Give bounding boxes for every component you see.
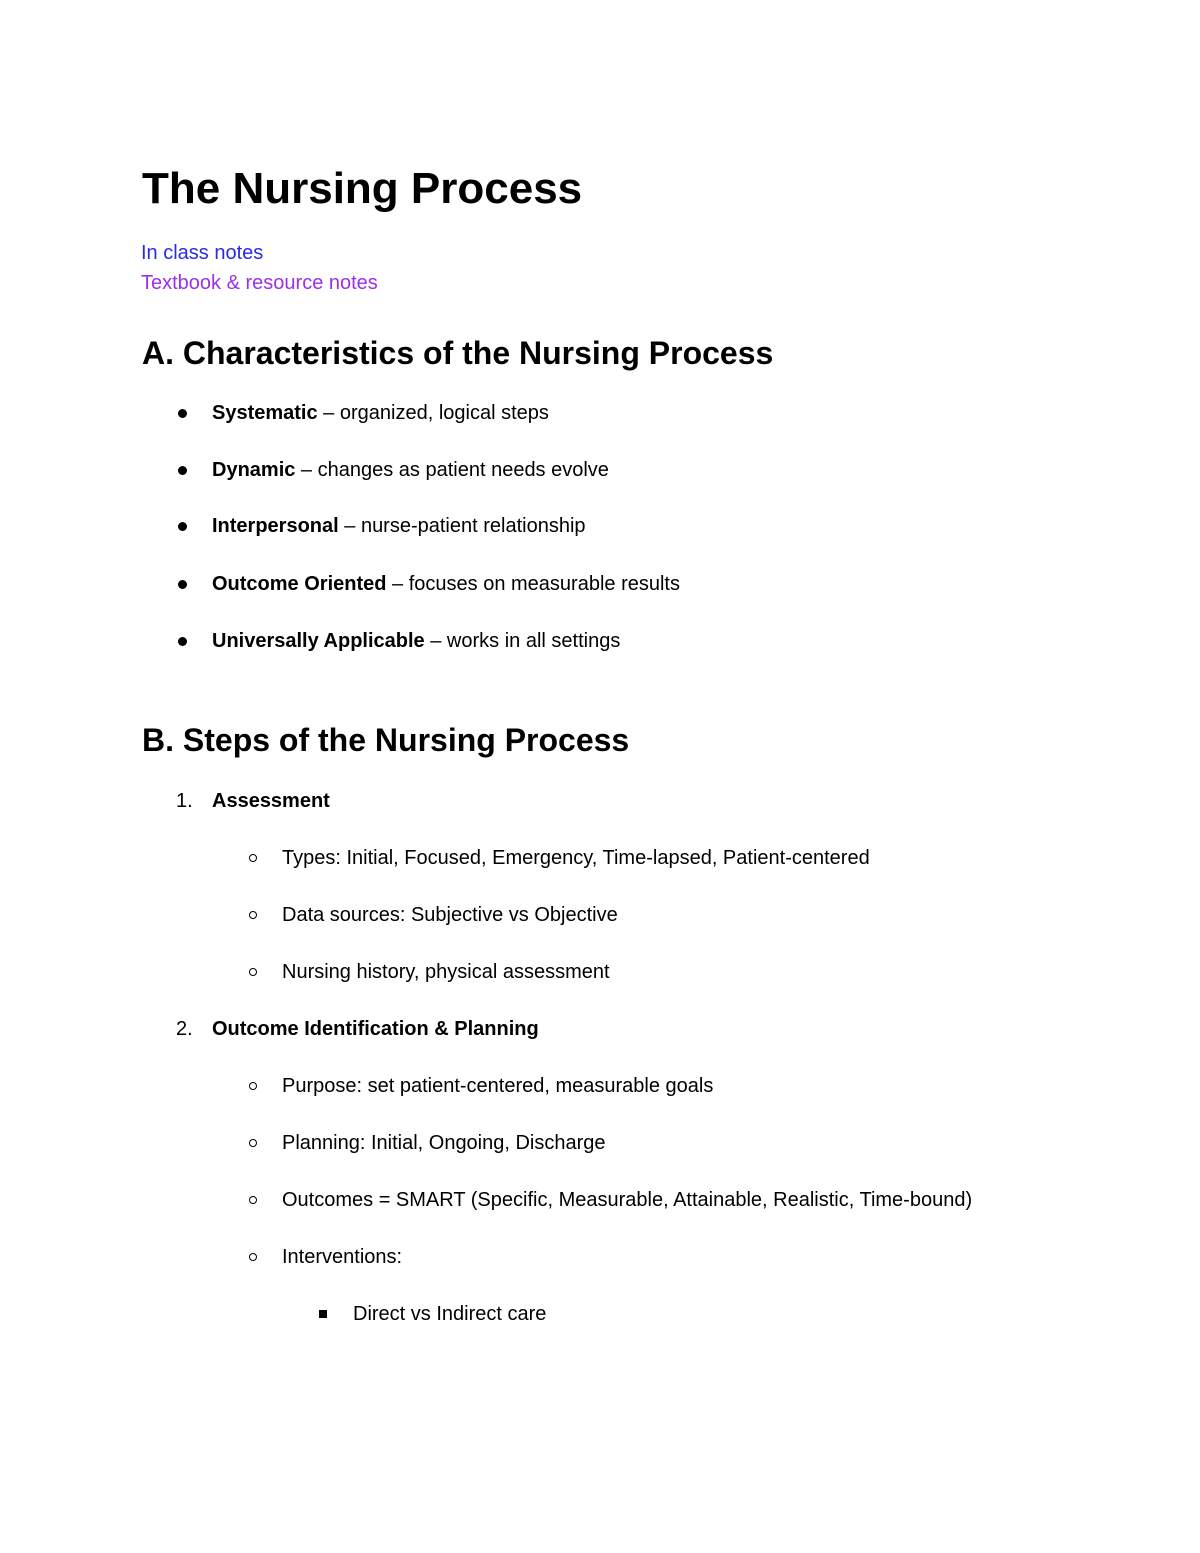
step-number: 1. (176, 790, 193, 812)
subpoint-text: Direct vs Indirect care (353, 1303, 547, 1325)
bullet-icon (178, 580, 187, 589)
legend-textbook-notes: Textbook & resource notes (141, 272, 378, 294)
list-item (0, 958, 1200, 986)
list-item (0, 456, 1200, 484)
circle-bullet-icon (249, 1196, 257, 1204)
circle-bullet-icon (249, 1082, 257, 1090)
circle-bullet-icon (249, 1253, 257, 1261)
term: Dynamic (212, 459, 296, 481)
term-description: – organized, logical steps (317, 402, 549, 424)
page-title: The Nursing Process (142, 164, 583, 213)
term-description: – nurse-patient relationship (338, 515, 586, 537)
point-text: Data sources: Subjective vs Objective (282, 904, 618, 926)
list-item (0, 627, 1200, 655)
circle-bullet-icon (249, 911, 257, 919)
step-item-assessment (0, 787, 1200, 815)
term: Interpersonal (212, 515, 339, 537)
step-number: 2. (176, 1018, 193, 1040)
bullet-icon (178, 409, 187, 418)
term-description: – changes as patient needs evolve (295, 459, 609, 481)
list-item (0, 570, 1200, 598)
list-item (0, 901, 1200, 929)
point-text: Outcomes = SMART (Specific, Measurable, Attainable, Realistic, Time-bound) (282, 1189, 973, 1211)
step-title: Outcome Identification & Planning (212, 1018, 539, 1040)
point-text: Nursing history, physical assessment (282, 961, 610, 983)
step-title: Assessment (212, 790, 330, 812)
circle-bullet-icon (249, 854, 257, 862)
list-item (0, 1129, 1200, 1157)
list-item (0, 844, 1200, 872)
list-item (0, 1243, 1200, 1271)
term: Systematic (212, 402, 318, 424)
list-item (0, 399, 1200, 427)
bullet-icon (178, 522, 187, 531)
list-item (0, 512, 1200, 540)
legend-in-class-notes: In class notes (141, 242, 264, 264)
point-text: Planning: Initial, Ongoing, Discharge (282, 1132, 606, 1154)
term-description: – works in all settings (424, 630, 621, 652)
step-item-planning (0, 1015, 1200, 1043)
list-item (0, 1072, 1200, 1100)
section-heading-characteristics: A. Characteristics of the Nursing Process (142, 335, 774, 371)
section-heading-steps: B. Steps of the Nursing Process (142, 722, 630, 758)
point-text: Interventions: (282, 1246, 403, 1268)
term: Outcome Oriented (212, 573, 387, 595)
bullet-icon (178, 637, 187, 646)
circle-bullet-icon (249, 968, 257, 976)
list-item (0, 1186, 1200, 1214)
term: Universally Applicable (212, 630, 425, 652)
term-description: – focuses on measurable results (386, 573, 680, 595)
list-item (0, 1300, 1200, 1328)
circle-bullet-icon (249, 1139, 257, 1147)
point-text: Types: Initial, Focused, Emergency, Time-lapsed, Patient-centered (282, 847, 870, 869)
square-bullet-icon (319, 1310, 327, 1318)
bullet-icon (178, 466, 187, 475)
point-text: Purpose: set patient-centered, measurable goals (282, 1075, 714, 1097)
